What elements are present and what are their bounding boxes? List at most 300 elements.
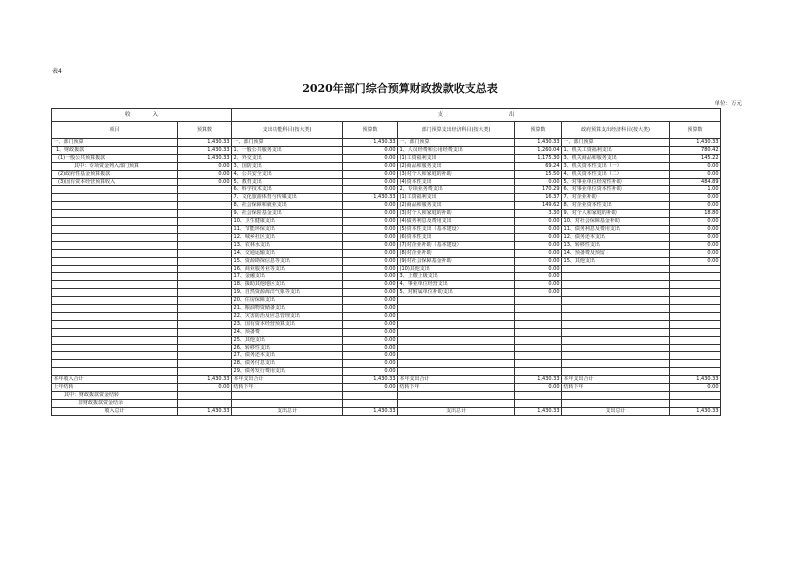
item-cell: 13、转移性支出 [562,241,670,249]
table-row [52,344,721,352]
amount-cell: 1,430.33 [343,139,398,147]
item-cell [52,257,178,265]
item-cell [398,336,515,344]
item-cell: 1、人员经费和公用经费支出 [398,146,515,154]
amount-cell: 0.00 [670,194,721,202]
item-cell: 支出总计 [232,407,343,415]
amount-cell [178,392,232,400]
item-cell: (7)对企业补助（基本建设） [398,241,515,249]
amount-cell: 16.37 [515,194,562,202]
item-cell: 1、一般公共服务支出 [232,146,343,154]
col-header: 预算数 [343,122,398,139]
amount-cell: 149.62 [515,202,562,210]
item-cell [52,194,178,202]
item-cell [52,352,178,360]
amount-cell: 0.00 [343,218,398,226]
amount-cell: 0.00 [515,233,562,241]
item-cell [52,265,178,273]
item-cell [398,360,515,368]
amount-cell [178,360,232,368]
table-row [52,392,721,400]
item-cell: 22、灾害防治及应急管理支出 [232,312,343,320]
item-cell: 非财政拨款资金结余 [52,399,178,407]
amount-cell: 0.00 [515,265,562,273]
table-row [52,233,721,241]
table-row [52,265,721,273]
amount-cell: 1,430.33 [670,139,721,147]
item-cell [398,399,515,407]
amount-cell [515,368,562,376]
item-cell: (3)对个人和家庭的补助 [398,210,515,218]
item-cell: (3)对个人和家庭的补助 [398,170,515,178]
item-cell: (5)资本性支出（基本建设） [398,225,515,233]
item-cell [52,336,178,344]
item-cell [52,241,178,249]
item-cell: 本年支出合计 [562,376,670,384]
amount-cell [670,289,721,297]
amount-cell: 0.00 [343,241,398,249]
amount-cell: 0.00 [343,257,398,265]
amount-cell [670,305,721,313]
item-cell [52,344,178,352]
item-cell [52,225,178,233]
table-row [52,384,721,392]
amount-cell [670,297,721,305]
amount-cell: 0.00 [343,289,398,297]
table-row [52,352,721,360]
table-row [52,289,721,297]
item-cell [52,312,178,320]
item-cell: 6、对事业单位资本性补助 [562,186,670,194]
amount-cell: 0.00 [343,170,398,178]
item-cell [398,392,515,400]
amount-cell: 0.00 [343,178,398,186]
table-row [52,186,721,194]
amount-cell [670,399,721,407]
table-row [52,360,721,368]
item-cell [562,399,670,407]
amount-cell: 0.00 [343,344,398,352]
item-cell [398,344,515,352]
amount-cell: 1,430.33 [515,407,562,415]
amount-cell [515,392,562,400]
amount-cell: 18.80 [670,210,721,218]
amount-cell [515,297,562,305]
item-cell: 11、债务利息及费用支出 [562,225,670,233]
amount-cell: 0.00 [343,225,398,233]
item-cell [52,289,178,297]
amount-cell [178,194,232,202]
amount-cell: 15.50 [515,170,562,178]
item-cell [52,328,178,336]
amount-cell: 0.00 [670,233,721,241]
amount-cell: 0.00 [343,233,398,241]
amount-cell [178,344,232,352]
amount-cell [178,289,232,297]
table-row [52,312,721,320]
amount-cell: 0.00 [515,225,562,233]
table-row [52,241,721,249]
table-row [52,376,721,384]
amount-cell: 170.29 [515,186,562,194]
item-cell: 6、科学技术支出 [232,186,343,194]
table-row [52,399,721,407]
item-cell: 1、财政拨款 [52,146,178,154]
amount-cell: 0.00 [515,273,562,281]
amount-cell: 1,430.33 [343,376,398,384]
item-cell: 10、对社会保障基金补助 [562,218,670,226]
table-row [52,297,721,305]
item-cell: 12、债务还本支出 [562,233,670,241]
amount-cell: 1,430.33 [343,194,398,202]
amount-cell [178,249,232,257]
amount-cell [178,352,232,360]
item-cell: 2、专项业务费支出 [398,186,515,194]
item-cell: (2)商品和服务支出 [398,162,515,170]
amount-cell: 0.00 [343,146,398,154]
amount-cell: 0.00 [515,289,562,297]
amount-cell: 0.00 [515,281,562,289]
amount-cell: 0.00 [343,297,398,305]
item-cell: 20、住房保障支出 [232,297,343,305]
item-cell [562,392,670,400]
amount-cell [178,336,232,344]
amount-cell [515,344,562,352]
item-cell: 21、粮油物资储备支出 [232,305,343,313]
table-row [52,368,721,376]
amount-cell: 0.00 [515,241,562,249]
item-cell [52,305,178,313]
item-cell: 上年结转 [52,384,178,392]
amount-cell: 0.00 [178,178,232,186]
amount-cell: 0.00 [343,273,398,281]
budget-table [51,108,721,416]
item-cell: (4)债务利息及费用支出 [398,218,515,226]
item-cell: 8、对企业资本性支出 [562,202,670,210]
item-cell: 一、部门预算 [52,139,178,147]
amount-cell: 0.00 [343,320,398,328]
item-cell [52,210,178,218]
amount-cell [178,265,232,273]
amount-cell: 1,430.33 [178,407,232,415]
amount-cell: 1.00 [670,186,721,194]
amount-cell: 1,430.33 [670,376,721,384]
item-cell: 13、农林水支出 [232,241,343,249]
unit-label: 单位：万元 [714,101,742,107]
table-row [52,202,721,210]
item-cell [562,368,670,376]
amount-cell: 1,430.33 [178,376,232,384]
item-cell: 结转下年 [562,384,670,392]
page-title: 2020年部门综合预算财政拨款收支总表 [302,82,498,95]
table-row [52,249,721,257]
item-cell [562,360,670,368]
col-header: 政府预算支出经济科目(按大类) [562,122,670,139]
amount-cell: 1,430.33 [178,146,232,154]
item-cell: 4、机关资本性支出（二） [562,170,670,178]
item-cell: 其中：专项资金列入部门预算 [52,162,178,170]
item-cell [398,305,515,313]
item-cell: 本年支出合计 [398,376,515,384]
item-cell [52,233,178,241]
amount-cell: 0.00 [343,368,398,376]
amount-cell [670,360,721,368]
amount-cell [670,368,721,376]
amount-cell: 0.00 [343,249,398,257]
item-cell [562,281,670,289]
item-cell [232,399,343,407]
item-cell: 17、金融支出 [232,273,343,281]
item-cell: 23、国有资本经营预算支出 [232,320,343,328]
amount-cell: 0.00 [670,249,721,257]
amount-cell [515,305,562,313]
item-cell: 结转下年 [398,384,515,392]
amount-cell [178,273,232,281]
amount-cell: 1,430.33 [178,154,232,162]
item-cell [232,392,343,400]
item-cell: 收入总计 [52,407,178,415]
amount-cell [343,399,398,407]
amount-cell: 1,430.33 [515,139,562,147]
amount-cell: 0.00 [515,257,562,265]
item-cell: 29、债务发行费用支出 [232,368,343,376]
item-cell [52,249,178,257]
amount-cell [178,297,232,305]
item-cell: 4、事业单位经营支出 [398,281,515,289]
item-cell: 3、机关资本性支出（一） [562,162,670,170]
amount-cell [178,305,232,313]
table-row [52,273,721,281]
item-cell: 8、社会保障和就业支出 [232,202,343,210]
item-cell [562,273,670,281]
item-cell: 15、其他支出 [562,257,670,265]
table-row [52,218,721,226]
item-cell: (4)资本性支出 [398,178,515,186]
item-cell: 11、节能环保支出 [232,225,343,233]
amount-cell [670,273,721,281]
item-cell: 一、部门预算 [562,139,670,147]
amount-cell [670,312,721,320]
amount-cell [515,360,562,368]
item-cell: 19、自然资源海洋气象等支出 [232,289,343,297]
amount-cell [515,320,562,328]
amount-cell [178,320,232,328]
item-cell: 一、部门预算 [232,139,343,147]
item-cell [398,328,515,336]
amount-cell: 0.00 [178,170,232,178]
item-cell [398,320,515,328]
amount-cell [670,281,721,289]
amount-cell: 0.00 [670,225,721,233]
item-cell [52,218,178,226]
item-cell [52,202,178,210]
item-cell [52,320,178,328]
table-row [52,139,721,147]
item-cell [398,368,515,376]
item-cell: (2)政府性基金预算拨款 [52,170,178,178]
table-row [52,178,721,186]
expense-header: 支 出 [232,109,721,122]
item-cell: 10、卫生健康支出 [232,218,343,226]
item-cell: 3、国防支出 [232,162,343,170]
amount-cell [178,312,232,320]
amount-cell: 0.00 [670,218,721,226]
amount-cell: 1,175.30 [515,154,562,162]
item-cell: 5、教育支出 [232,178,343,186]
amount-cell: 0.00 [343,305,398,313]
item-cell: 1、机关工资福利支出 [562,146,670,154]
amount-cell [178,202,232,210]
amount-cell: 0.00 [515,218,562,226]
amount-cell: 1,430.33 [515,376,562,384]
amount-cell [178,281,232,289]
amount-cell [670,320,721,328]
item-cell: 支出总计 [398,407,515,415]
item-cell [52,360,178,368]
amount-cell [515,328,562,336]
item-cell: 其中：财政拨款资金结转 [52,392,178,400]
item-cell [562,320,670,328]
item-cell [562,336,670,344]
amount-cell: 0.00 [670,257,721,265]
item-cell [562,344,670,352]
item-cell [52,297,178,305]
item-cell: 9、社会保险基金支出 [232,210,343,218]
table-row [52,225,721,233]
item-cell [562,328,670,336]
amount-cell [670,352,721,360]
amount-cell: 0.00 [343,186,398,194]
amount-cell: 0.00 [343,162,398,170]
item-cell: (2)商品和服务支出 [398,202,515,210]
table-row [52,146,721,154]
item-cell: 结转下年 [232,384,343,392]
item-cell: 7、文化旅游体育与传媒支出 [232,194,343,202]
col-header: 预算数 [178,122,232,139]
amount-cell [178,210,232,218]
table-row [52,320,721,328]
item-cell: 支出总计 [562,407,670,415]
amount-cell: 0.00 [343,210,398,218]
amount-cell: 1,260.04 [515,146,562,154]
amount-cell: 1,430.33 [178,139,232,147]
item-cell [398,352,515,360]
item-cell [398,297,515,305]
amount-cell [178,328,232,336]
item-cell: (10)其他支出 [398,265,515,273]
item-cell: 25、其他支出 [232,336,343,344]
table-row [52,170,721,178]
item-cell [562,289,670,297]
item-cell: 7、对企业补助 [562,194,670,202]
amount-cell: 69.24 [515,162,562,170]
amount-cell: 0.00 [670,241,721,249]
amount-cell [515,312,562,320]
amount-cell: 0.00 [343,336,398,344]
table-row [52,336,721,344]
item-cell [398,312,515,320]
amount-cell: 0.00 [178,384,232,392]
item-cell: 5、对附属单位补助支出 [398,289,515,297]
item-cell: 4、公共安全支出 [232,170,343,178]
table-row [52,162,721,170]
item-cell [52,281,178,289]
item-cell: 2、外交支出 [232,154,343,162]
amount-cell: 484.89 [670,178,721,186]
amount-cell [178,233,232,241]
amount-cell [178,368,232,376]
amount-cell: 0.00 [343,202,398,210]
table-row [52,194,721,202]
amount-cell [670,336,721,344]
item-cell [562,265,670,273]
amount-cell [670,265,721,273]
item-cell [562,297,670,305]
table-row [52,210,721,218]
amount-cell [515,336,562,344]
col-header: 支出功能科目(按大类) [232,122,343,139]
item-cell [562,305,670,313]
table-row [52,407,721,415]
amount-cell: 0.00 [343,352,398,360]
table-row [52,328,721,336]
table-tag: 表4 [52,68,62,75]
amount-cell [178,225,232,233]
amount-cell [670,344,721,352]
item-cell: 本年收入合计 [52,376,178,384]
item-cell [52,368,178,376]
amount-cell: 0.00 [343,384,398,392]
amount-cell: 145.22 [670,154,721,162]
item-cell: 14、预备费及预留 [562,249,670,257]
amount-cell: 1,430.33 [343,407,398,415]
item-cell: 12、城乡社区支出 [232,233,343,241]
table-row [52,154,721,162]
amount-cell [178,257,232,265]
amount-cell [178,241,232,249]
item-cell: 28、债务付息支出 [232,360,343,368]
col-header: 预算数 [670,122,721,139]
item-cell: 3、上缴上级支出 [398,273,515,281]
amount-cell [178,218,232,226]
col-header: 部门预算支出经济科目(按大类) [398,122,515,139]
amount-cell: 0.00 [343,281,398,289]
item-cell: 27、债务还本支出 [232,352,343,360]
amount-cell [515,352,562,360]
item-cell: (1)工资福利支出 [398,154,515,162]
col-header: 预算数 [515,122,562,139]
amount-cell: 0.00 [343,265,398,273]
item-cell [562,312,670,320]
amount-cell: 0.00 [343,360,398,368]
amount-cell [178,186,232,194]
col-header: 项目 [52,122,178,139]
amount-cell: 0.00 [670,170,721,178]
item-cell: 16、商业服务业等支出 [232,265,343,273]
item-cell: 14、交通运输支出 [232,249,343,257]
amount-cell: 0.00 [515,178,562,186]
table-row [52,257,721,265]
amount-cell [670,328,721,336]
item-cell: (1)工资福利支出 [398,194,515,202]
item-cell: 本年支出合计 [232,376,343,384]
amount-cell [343,392,398,400]
item-cell: (1)一般公共预算拨款 [52,154,178,162]
amount-cell: 0.00 [343,328,398,336]
amount-cell: 0.00 [515,249,562,257]
item-cell [52,273,178,281]
item-cell: 5、对事业单位经常性补助 [562,178,670,186]
